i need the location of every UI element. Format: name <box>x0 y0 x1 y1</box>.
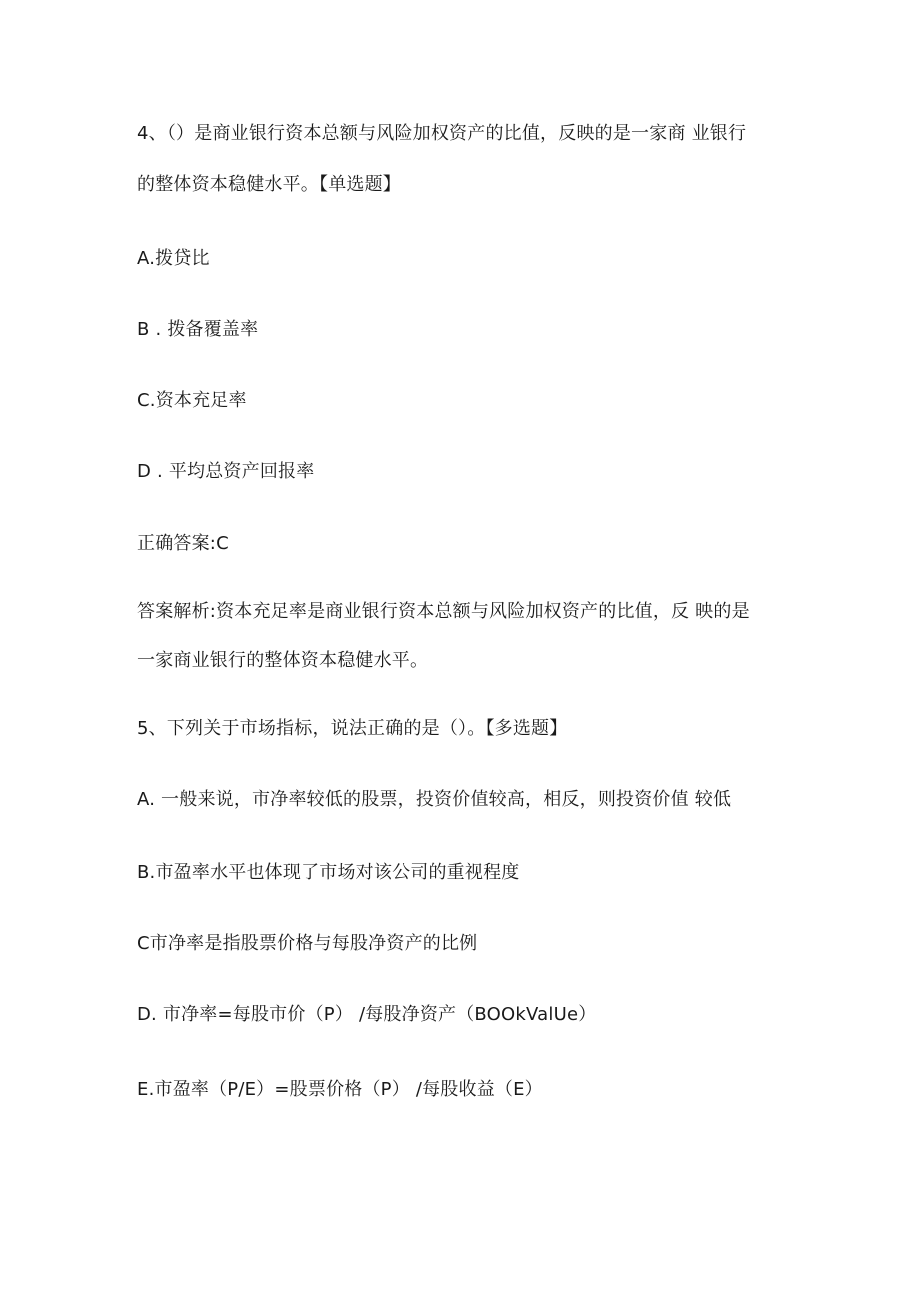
question-4-explanation-line-1: 答案解析:资本充足率是商业银行资本总额与风险加权资产的比值，反 映的是 <box>137 601 750 622</box>
question-4-stem-line-2: 的整体资本稳健水平。【单选题】 <box>137 174 401 195</box>
question-5-option-e: E.市盈率（P/E）=股票价格（P） /每股收益（E） <box>137 1079 543 1100</box>
question-4-answer: 正确答案:C <box>137 533 229 554</box>
question-5-option-a: A. 一般来说，市净率较低的股票，投资价值较高，相反，则投资价值 较低 <box>137 789 732 810</box>
question-4-option-c: C.资本充足率 <box>137 390 247 411</box>
question-4-option-b: B . 拨备覆盖率 <box>137 319 259 340</box>
question-5-option-b: B.市盈率水平也体现了市场对该公司的重视程度 <box>137 862 520 883</box>
question-4-option-d: D . 平均总资产回报率 <box>137 461 315 482</box>
question-5-option-d: D. 市净率=每股市价（P） /每股净资产（BOOkValUe） <box>137 1004 597 1025</box>
question-5-stem-line-1: 5、下列关于市场指标，说法正确的是（）。【多选题】 <box>137 718 568 739</box>
question-4-explanation-line-2: 一家商业银行的整体资本稳健水平。 <box>137 650 429 671</box>
question-4-option-a: A.拨贷比 <box>137 248 210 269</box>
question-5-option-c: C市净率是指股票价格与每股净资产的比例 <box>137 933 478 954</box>
question-4-stem-line-1: 4、（）是商业银行资本总额与风险加权资产的比值，反映的是一家商 业银行 <box>137 123 747 144</box>
